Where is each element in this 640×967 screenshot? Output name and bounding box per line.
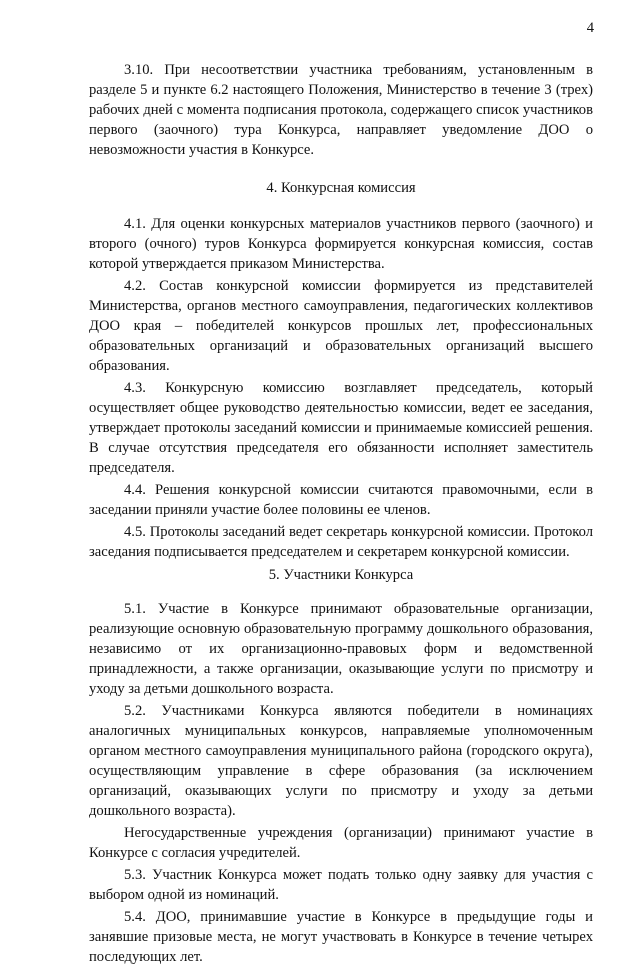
section-heading-participants: 5. Участники Конкурса xyxy=(268,567,414,583)
document-body xyxy=(89,60,593,967)
paragraph-4-4: 4.4. Решения конкурсной комиссии считаются правомочными, если в заседании приняли участие более половины ее членов. xyxy=(89,482,593,518)
paragraph-3-10: 3.10. При несоответствии участника требованиям, установленным в разделе 5 и пункте 6.2 настоящего Положения, Министерство в течение 3 (трех) рабочих дней с момента подписания протокола, содержащего список участников первого (заочного) тура Конкурса, направляет уведомление ДОО о невозможности участия в Конкурсе. xyxy=(89,62,593,158)
paragraph-4-3: 4.3. Конкурсную комиссию возглавляет председатель, который осуществляет общее руководство деятельностью комиссии, ведет ее заседания, утверждает протоколы заседаний комиссии и принимаемые комиссией решения. В случае отсутствия председателя его обязанности исполняет заместитель председателя. xyxy=(89,380,593,476)
section-heading-commission: 4. Конкурсная комиссия xyxy=(266,180,416,196)
paragraph-5-2: 5.2. Участниками Конкурса являются победители в номинациях аналогичных муниципальных конкурсов, направляемые уполномоченным органом местного самоуправления муниципального района (городского округа), осуществляющим управление в сфере образования (за исключением организаций, оказывающих услуги по присмотру и уходу за детьми дошкольного возраста). xyxy=(89,703,593,819)
paragraph-5-2-nongovernmental: Негосударственные учреждения (организации) принимают участие в Конкурсе с согласия учредителей. xyxy=(89,825,593,861)
paragraph-5-4: 5.4. ДОО, принимавшие участие в Конкурсе в предыдущие годы и занявшие призовые места, не могут участвовать в Конкурсе в течение четырех последующих лет. xyxy=(89,909,593,965)
paragraph-5-3: 5.3. Участник Конкурса может подать только одну заявку для участия с выбором одной из номинаций. xyxy=(89,867,593,903)
paragraph-4-1: 4.1. Для оценки конкурсных материалов участников первого (заочного) и второго (очного) туров Конкурса формируется конкурсная комиссия, состав которой утверждается приказом Министерства. xyxy=(89,216,593,272)
paragraph-4-5: 4.5. Протоколы заседаний ведет секретарь конкурсной комиссии. Протокол заседания подписывается председателем и секретарем конкурсной комиссии. xyxy=(89,524,593,560)
paragraph-5-1: 5.1. Участие в Конкурсе принимают образовательные организации, реализующие основную образовательную программу дошкольного образования, независимо от их организационно-правовых форм и ведомственной принадлежности, а также организации, оказывающие услуги по присмотру и уходу за детьми дошкольного возраста. xyxy=(89,601,593,697)
paragraph-4-2: 4.2. Состав конкурсной комиссии формируется из представителей Министерства, органов местного самоуправления, педагогических коллективов ДОО края – победителей конкурсов прошлых лет, профессиональных образовательных организаций и образовательных организаций высшего образования. xyxy=(89,278,593,374)
page-number: 4 xyxy=(586,20,594,36)
